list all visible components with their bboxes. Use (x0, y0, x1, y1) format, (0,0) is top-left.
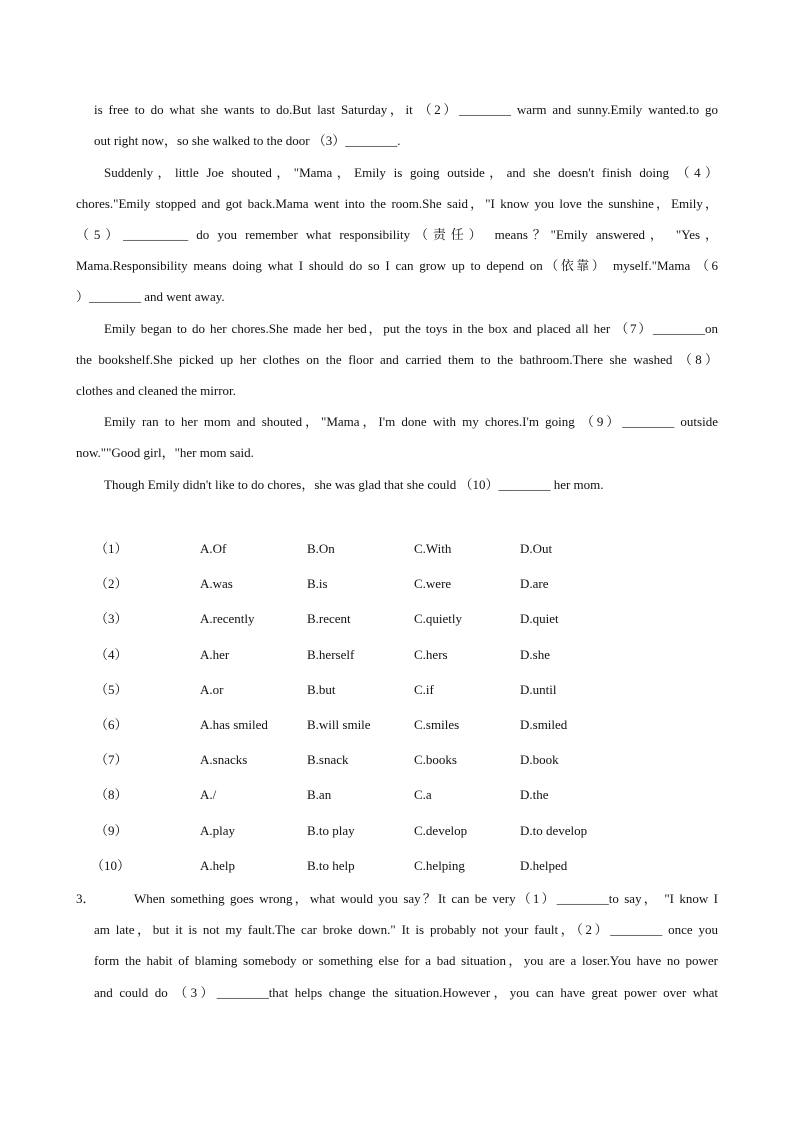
option-d[interactable]: D.the (520, 787, 549, 802)
passage-line: chores."Emily stopped and got back.Mama went into the room.She said，"I know you love the sunshine，Emily， (76, 196, 718, 211)
passage-line: Emily ran to her mom and shouted，"Mama，I'm done with my chores.I'm going （9）________ outside (104, 414, 718, 429)
option-b[interactable]: B.will smile (307, 717, 371, 732)
option-b[interactable]: B.but (307, 682, 336, 697)
option-d[interactable]: D.smiled (520, 717, 568, 732)
option-d[interactable]: D.until (520, 682, 557, 697)
option-a[interactable]: A.snacks (200, 752, 248, 767)
passage-line: Though Emily didn't like to do chores，she was glad that she could （10）________ her mom. (104, 477, 604, 492)
option-d[interactable]: D.book (520, 752, 559, 767)
option-a[interactable]: A.her (200, 647, 230, 662)
option-c[interactable]: C.a (414, 787, 432, 802)
option-d[interactable]: D.to develop (520, 823, 588, 838)
option-a[interactable]: A.was (200, 576, 233, 591)
option-b[interactable]: B.On (307, 541, 335, 556)
option-a[interactable]: A.play (200, 823, 236, 838)
option-b[interactable]: B.an (307, 787, 332, 802)
option-d[interactable]: D.Out (520, 541, 553, 556)
option-d[interactable]: D.she (520, 647, 550, 662)
question-3-line: When something goes wrong，what would you say？It can be very（1）________to say， "I know I (134, 891, 718, 906)
question-number: （6） (95, 717, 128, 732)
question-number: （9） (95, 823, 128, 838)
option-b[interactable]: B.is (307, 576, 328, 591)
passage-line: Mama.Responsibility means doing what I should do so I can grow up to depend on（依靠） myself."Mama （6 (76, 258, 718, 273)
question-number: （3） (95, 611, 128, 626)
option-c[interactable]: C.were (414, 576, 452, 591)
passage-line: Emily began to do her chores.She made her bed，put the toys in the box and placed all her （7）________on (104, 321, 718, 336)
question-number: （1） (95, 541, 128, 556)
option-d[interactable]: D.quiet (520, 611, 559, 626)
option-a[interactable]: A.recently (200, 611, 255, 626)
passage-line: the bookshelf.She picked up her clothes on the floor and carried them to the bathroom.There she washed （8） (76, 352, 718, 367)
option-c[interactable]: C.if (414, 682, 434, 697)
option-b[interactable]: B.to help (307, 858, 355, 873)
question-number: （2） (95, 576, 128, 591)
question-number: （7） (95, 752, 128, 767)
option-c[interactable]: C.books (414, 752, 457, 767)
option-a[interactable]: A.Of (200, 541, 227, 556)
passage-line: now.""Good girl，"her mom said. (76, 445, 254, 460)
passage-line: （5）__________ do you remember what responsibility（责任） means？"Emily answered， "Yes， (76, 227, 718, 242)
option-c[interactable]: C.helping (414, 858, 465, 873)
option-c[interactable]: C.quietly (414, 611, 463, 626)
option-b[interactable]: B.recent (307, 611, 351, 626)
option-a[interactable]: A./ (200, 787, 217, 802)
option-b[interactable]: B.herself (307, 647, 355, 662)
question-3-number: 3． (76, 891, 96, 906)
option-c[interactable]: C.smiles (414, 717, 460, 732)
question-number: （5） (95, 682, 128, 697)
passage-line: is free to do what she wants to do.But last Saturday，it （2）________ warm and sunny.Emily wanted.to go (94, 102, 718, 117)
question-3-line: form the habit of blaming somebody or something else for a bad situation，you are a loser.You have no power (94, 953, 718, 968)
option-d[interactable]: D.are (520, 576, 549, 591)
passage-line: ）________ and went away. (76, 289, 225, 304)
option-a[interactable]: A.or (200, 682, 224, 697)
option-d[interactable]: D.helped (520, 858, 568, 873)
passage-line: Suddenly，little Joe shouted，"Mama，Emily is going outside，and she doesn't finish doing （4） (104, 165, 718, 180)
question-3-line: am late，but it is not my fault.The car broke down." It is probably not your fault，（2）________ once you (94, 922, 718, 937)
question-number: （8） (95, 787, 128, 802)
option-c[interactable]: C.hers (414, 647, 448, 662)
passage-line: out right now，so she walked to the door （3）________. (94, 133, 401, 148)
question-3-line: and could do （3）________that helps change the situation.However，you can have great power over what (94, 985, 718, 1000)
question-number: （10） (91, 858, 131, 873)
question-number: （4） (95, 647, 128, 662)
option-a[interactable]: A.has smiled (200, 717, 268, 732)
option-b[interactable]: B.to play (307, 823, 355, 838)
passage-line: clothes and cleaned the mirror. (76, 383, 236, 398)
option-c[interactable]: C.develop (414, 823, 468, 838)
option-c[interactable]: C.With (414, 541, 452, 556)
option-a[interactable]: A.help (200, 858, 236, 873)
option-b[interactable]: B.snack (307, 752, 349, 767)
